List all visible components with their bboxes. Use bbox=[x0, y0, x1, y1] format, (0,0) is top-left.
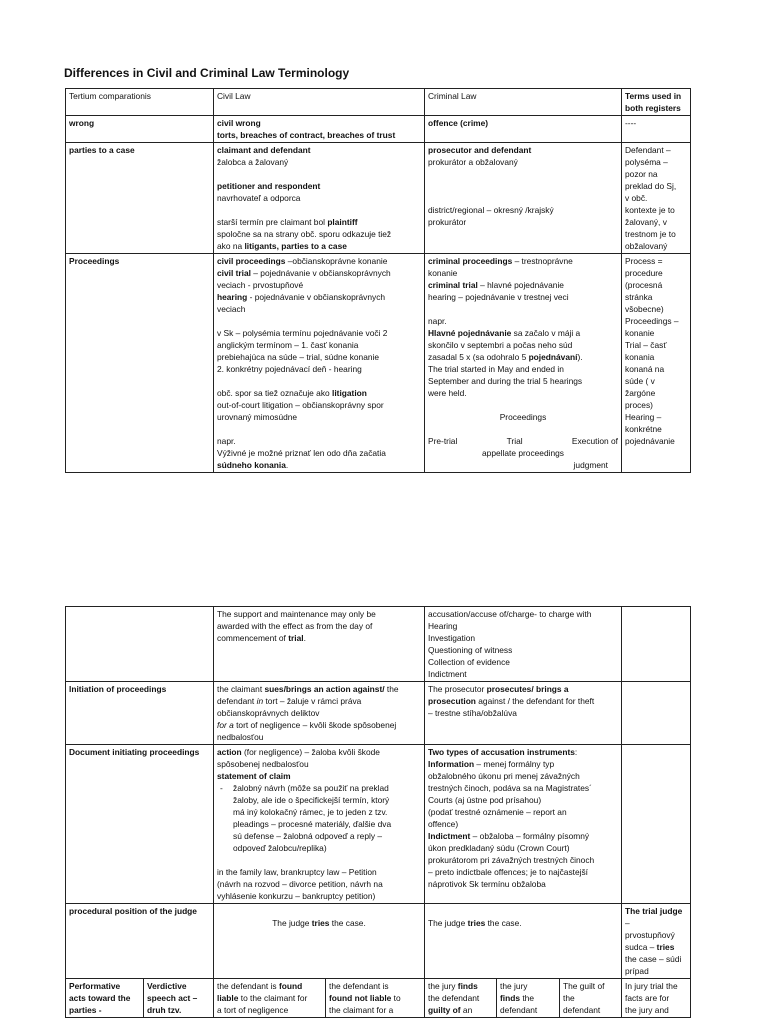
term-litigants: litigants, parties to a case bbox=[244, 241, 347, 251]
civil-cell bbox=[214, 682, 425, 745]
text-line: Indictment bbox=[428, 669, 467, 679]
text-line: (procesná bbox=[625, 280, 663, 290]
blank-line bbox=[428, 399, 618, 411]
both-cell bbox=[622, 745, 691, 904]
text-line bbox=[217, 267, 421, 279]
both-cell bbox=[622, 682, 691, 745]
blank-line bbox=[428, 905, 618, 917]
blank-line bbox=[217, 168, 421, 180]
text-line: September and during the trial 5 hearings bbox=[428, 376, 583, 386]
text-line bbox=[217, 255, 421, 267]
table-row-initiation bbox=[66, 682, 691, 745]
text-span: to bbox=[391, 993, 401, 1003]
blank-line bbox=[428, 180, 618, 192]
both-cell bbox=[622, 904, 691, 979]
text-line bbox=[428, 830, 618, 842]
criminal-cell bbox=[425, 682, 622, 745]
text-line: kontexte je to bbox=[625, 205, 675, 215]
text-line: obžalobného úkonu pri menej závažných bbox=[428, 771, 580, 781]
text-line: má iný kolokačný rámec, je to jeden z tzv. bbox=[233, 807, 388, 817]
text-line bbox=[428, 351, 618, 363]
text-line: facts are for bbox=[625, 993, 670, 1003]
terminology-table-2 bbox=[65, 606, 691, 1018]
text-span: the case. bbox=[329, 918, 366, 928]
blank-line bbox=[217, 423, 421, 435]
text-span: the bbox=[384, 684, 399, 694]
text-line: defendant bbox=[500, 1005, 538, 1015]
text-line: the bbox=[563, 993, 575, 1003]
term: civil trial bbox=[217, 268, 251, 278]
text-line: civil wrong bbox=[217, 118, 261, 128]
text-span: – trestnoprávne bbox=[512, 256, 573, 266]
blank-line bbox=[217, 204, 421, 216]
text-span: sa začalo v máji a bbox=[511, 328, 581, 338]
text-line: veciach bbox=[217, 304, 246, 314]
text-line bbox=[428, 917, 618, 929]
text-line: Proceedings – bbox=[625, 316, 679, 326]
both-cell bbox=[622, 607, 691, 682]
text-line: Trial – časť bbox=[625, 340, 667, 350]
text-line: Verdictive bbox=[147, 981, 187, 991]
text-line bbox=[217, 632, 421, 644]
text-line: Questioning of witness bbox=[428, 645, 513, 655]
text-line: obžalovaný bbox=[625, 241, 668, 251]
table-row-parties bbox=[66, 143, 691, 254]
text-line bbox=[217, 240, 421, 252]
text-line: konania bbox=[625, 352, 655, 362]
text-line: the defendant bbox=[428, 993, 480, 1003]
text-span: the case. bbox=[485, 918, 522, 928]
criminal-cell: offence (crime) bbox=[425, 116, 622, 143]
text-line: The guilt of bbox=[563, 981, 605, 991]
text-line: pozor na bbox=[625, 169, 658, 179]
row-sublabel bbox=[144, 979, 214, 1018]
text-line: Proceedings bbox=[499, 412, 547, 422]
blank-line bbox=[217, 905, 421, 917]
text-line: odpoveď žalobcu/replika) bbox=[233, 843, 327, 853]
civil-cell bbox=[214, 904, 425, 979]
both-cell: ---- bbox=[622, 116, 691, 143]
text-line: žalobca a žalovaný bbox=[217, 157, 289, 167]
text-line: prebiehajúca na súde – trial, súdne konanie bbox=[217, 352, 380, 362]
term: Information bbox=[428, 759, 475, 769]
text-span: ako na bbox=[217, 241, 245, 251]
text-line: všobecne) bbox=[625, 304, 664, 314]
term: found bbox=[278, 981, 303, 991]
row-label: procedural position of the judge bbox=[66, 904, 214, 979]
row-label bbox=[66, 979, 144, 1018]
text-span: (for negligence) – žaloba kvôli škode bbox=[241, 747, 380, 757]
text-line: the jury bbox=[500, 981, 528, 991]
civil-cell bbox=[214, 116, 425, 143]
term: finds bbox=[500, 993, 521, 1003]
term: tries bbox=[656, 942, 675, 952]
text-line bbox=[217, 291, 421, 303]
stage-pretrial: Pre-trial bbox=[428, 436, 458, 446]
text-line: žaloby, ale ide o špecifickejší termín, ktorý bbox=[233, 795, 390, 805]
both-cell bbox=[622, 979, 691, 1018]
text-line: konkrétne bbox=[625, 424, 662, 434]
text-line bbox=[625, 941, 687, 953]
terminology-table-1 bbox=[65, 88, 691, 473]
text-line: out-of-court litigation – občianskoprávny spor bbox=[217, 400, 384, 410]
term: civil proceedings bbox=[217, 256, 286, 266]
term: for a bbox=[217, 720, 234, 730]
text-line: the claimant for a bbox=[329, 1005, 394, 1015]
text-span: zasadal 5 x (sa odohralo 5 bbox=[428, 352, 529, 362]
text-line bbox=[428, 746, 618, 758]
row-label: Proceedings bbox=[66, 254, 214, 473]
text-line: napr. bbox=[428, 316, 447, 326]
table-row-document bbox=[66, 745, 691, 904]
text-line: skončilo v septembri a počas neho súd bbox=[428, 340, 573, 350]
text-line: a tort of negligence bbox=[217, 1005, 289, 1015]
text-span: sudca – bbox=[625, 942, 657, 952]
text-line: (návrh na rozvod – divorce petition, návrh na bbox=[217, 879, 383, 889]
term: trial bbox=[288, 633, 304, 643]
civil-cell bbox=[214, 607, 425, 682]
term: Hlavné pojednávanie bbox=[428, 328, 512, 338]
text-span: obč. spor sa tiež označuje ako bbox=[217, 388, 332, 398]
text-span: . bbox=[303, 633, 306, 643]
text-span: an bbox=[460, 1005, 473, 1015]
text-span: to the claimant for bbox=[238, 993, 308, 1003]
text-line: občianskoprávnych deliktov bbox=[217, 708, 320, 718]
blank-line bbox=[428, 192, 618, 204]
text-line: prokurátorom pri závažných trestných činoch bbox=[428, 855, 595, 865]
header-criminal: Criminal Law bbox=[425, 89, 622, 116]
blank-line bbox=[217, 315, 421, 327]
text-line bbox=[428, 980, 493, 992]
term-plaintiff: plaintiff bbox=[327, 217, 358, 227]
row-label: parties to a case bbox=[66, 143, 214, 254]
text-line bbox=[217, 683, 421, 695]
text-line: urovnaný mimosúdne bbox=[217, 412, 298, 422]
text-line bbox=[217, 216, 421, 228]
blank-line bbox=[428, 168, 618, 180]
text-line: v obč. bbox=[625, 193, 648, 203]
text-line bbox=[217, 695, 421, 707]
text-line: – preto indictbale offences; je to najčastejší bbox=[428, 867, 588, 877]
text-line bbox=[428, 1004, 493, 1016]
term: liable bbox=[217, 993, 239, 1003]
term: prosecution bbox=[428, 696, 476, 706]
criminal-cell bbox=[425, 254, 622, 473]
text-line: druh tzv. bbox=[147, 1005, 182, 1015]
text-line: pleadings – procesné materiály, ďalšie dva bbox=[233, 819, 392, 829]
text-line: defendant bbox=[563, 1005, 601, 1015]
text-line: stránka bbox=[625, 292, 653, 302]
table-row-wrong bbox=[66, 116, 691, 143]
criminal-cell bbox=[425, 745, 622, 904]
text-line: polyséma – bbox=[625, 157, 668, 167]
text-span: . bbox=[285, 460, 289, 470]
text-line: Hearing – bbox=[625, 412, 662, 422]
civil-cell bbox=[214, 745, 425, 904]
text-line: hearing – pojednávanie v trestnej veci bbox=[428, 292, 569, 302]
text-line: Collection of evidence bbox=[428, 657, 510, 667]
criminal-cell bbox=[425, 607, 622, 682]
text-line: Defendant – bbox=[625, 145, 671, 155]
text-line: konanie bbox=[625, 328, 655, 338]
list-item bbox=[233, 782, 421, 854]
text-line: žalovaný, v bbox=[625, 217, 667, 227]
header-civil: Civil Law bbox=[214, 89, 425, 116]
text-span: against / the defendant for theft bbox=[475, 696, 595, 706]
text-line bbox=[217, 459, 421, 471]
text-line: The support and maintenance may only be bbox=[217, 609, 376, 619]
stage-execution: Execution of bbox=[571, 436, 618, 446]
text-line: prokurátor a obžalovaný bbox=[428, 157, 518, 167]
text-span: – obžaloba – formálny písomný bbox=[470, 831, 590, 841]
text-span: the bbox=[520, 993, 534, 1003]
text-line: v Sk – polysémia termínu pojednávanie voči 2 bbox=[217, 328, 388, 338]
table-row-proceedings bbox=[66, 254, 691, 473]
text-line: spôsobenej nedbalosťou bbox=[217, 759, 309, 769]
term: litigation bbox=[332, 388, 367, 398]
text-line: konaná na bbox=[625, 364, 665, 374]
text-line bbox=[428, 435, 618, 447]
text-line: prvostupňový bbox=[625, 930, 675, 940]
term: in bbox=[256, 696, 264, 706]
text-span: starší termín pre claimant bol bbox=[217, 217, 328, 227]
text-line: (podať trestné oznámenie – report an bbox=[428, 807, 567, 817]
text-line: awarded with the effect as from the day of bbox=[217, 621, 373, 631]
both-cell bbox=[622, 254, 691, 473]
text-line: 2. konkrétny pojednávací deň - hearing bbox=[217, 364, 362, 374]
text-line bbox=[428, 255, 618, 267]
term: action bbox=[217, 747, 242, 757]
text-line: torts, breaches of contract, breaches of trust bbox=[217, 130, 396, 140]
table-row-judge bbox=[66, 904, 691, 979]
text-span: defendant bbox=[217, 696, 257, 706]
text-line: petitioner and respondent bbox=[217, 181, 321, 191]
criminal-cell-finds bbox=[497, 979, 560, 1018]
term: tries bbox=[311, 918, 330, 928]
criminal-cell-guilt bbox=[560, 979, 622, 1018]
table-row-performative bbox=[66, 979, 691, 1018]
header-both: Terms used in both registers bbox=[622, 89, 691, 116]
text-line: Process = bbox=[625, 256, 663, 266]
blank-line bbox=[217, 854, 421, 866]
text-line: statement of claim bbox=[217, 771, 291, 781]
text-line bbox=[428, 327, 618, 339]
civil-cell bbox=[214, 143, 425, 254]
text-line: appellate proceedings bbox=[482, 448, 564, 458]
text-line bbox=[428, 279, 618, 291]
text-line: vyhlásenie konkurzu – bankruptcy petition) bbox=[217, 891, 376, 901]
text-span: tort – žaluje v rámci práva bbox=[263, 696, 362, 706]
text-line: The trial judge bbox=[625, 906, 683, 916]
text-line: speech act – bbox=[147, 993, 198, 1003]
text-line: Výživné je možné priznať len odo dňa začatia bbox=[217, 448, 386, 458]
text-line: In jury trial the bbox=[625, 981, 678, 991]
text-line bbox=[500, 992, 556, 1004]
text-line bbox=[428, 758, 618, 770]
text-span: The prosecutor bbox=[428, 684, 487, 694]
text-span: – menej formálny typ bbox=[474, 759, 555, 769]
text-line: Investigation bbox=[428, 633, 476, 643]
text-line: žargóne bbox=[625, 388, 656, 398]
text-line: veciach - prvostupňové bbox=[217, 280, 304, 290]
term: guilty of bbox=[428, 1005, 461, 1015]
text-line: anglickým termínom – 1. časť konania bbox=[217, 340, 359, 350]
text-line bbox=[217, 980, 322, 992]
term: found not liable bbox=[329, 993, 392, 1003]
blank-line bbox=[428, 303, 618, 315]
pleadings-list bbox=[217, 782, 421, 854]
text-span: tort of negligence – kvôli škode spôsobenej bbox=[233, 720, 397, 730]
text-line: pojednávanie bbox=[625, 436, 675, 446]
text-line: The trial started in May and ended in bbox=[428, 364, 564, 374]
civil-cell-liable bbox=[214, 979, 326, 1018]
text-line: súde ( v bbox=[625, 376, 655, 386]
text-line: napr. bbox=[217, 436, 236, 446]
text-line: in the family law, brankruptcy law – Petition bbox=[217, 867, 377, 877]
text-line: prípad bbox=[625, 966, 649, 976]
criminal-cell-guilty bbox=[425, 979, 497, 1018]
term: súdneho konania bbox=[217, 460, 286, 470]
text-line: konanie bbox=[428, 268, 458, 278]
text-line: úkon predkladaný súdu (Crown Court) bbox=[428, 843, 570, 853]
text-span: the claimant bbox=[217, 684, 265, 694]
text-line: acts toward the bbox=[69, 993, 131, 1003]
text-line: sú defense – žalobná odpoveď a reply – bbox=[233, 831, 383, 841]
text-line bbox=[329, 992, 421, 1004]
criminal-cell bbox=[425, 904, 622, 979]
row-label: Document initiating proceedings bbox=[66, 745, 214, 904]
text-span: – pojednávanie v občianskoprávnych bbox=[250, 268, 391, 278]
text-span: the jury bbox=[428, 981, 458, 991]
text-line: Hearing bbox=[428, 621, 458, 631]
text-line: trestnom je to bbox=[625, 229, 676, 239]
text-line: spoločne sa na strany obč. sporu odkazuje tiež bbox=[217, 229, 392, 239]
term: prosecutes/ brings a bbox=[486, 684, 569, 694]
text-line: Courts (aj ústne pod prísahou) bbox=[428, 795, 542, 805]
text-line: nedbalosťou bbox=[217, 732, 264, 742]
text-line: trestných činoch, podáva sa na Magistrates´ bbox=[428, 783, 592, 793]
term: tries bbox=[467, 918, 486, 928]
term: sues/brings an action against/ bbox=[264, 684, 385, 694]
text-span: The judge bbox=[428, 918, 468, 928]
table-row-continued bbox=[66, 607, 691, 682]
text-line: proces) bbox=[625, 400, 653, 410]
text-line: the defendant is bbox=[329, 981, 389, 991]
criminal-cell bbox=[425, 143, 622, 254]
text-line bbox=[217, 917, 421, 929]
term: Two types of accusation instruments bbox=[428, 747, 575, 757]
text-line: navrhovateľ a odporca bbox=[217, 193, 301, 203]
text-span: ). bbox=[577, 352, 583, 362]
term: criminal proceedings bbox=[428, 256, 513, 266]
term: Indictment bbox=[428, 831, 471, 841]
text-line: – bbox=[625, 918, 630, 928]
text-line: - žalobný návrh (môže sa použiť na preklad bbox=[233, 783, 389, 793]
header-tertium: Tertium comparationis bbox=[66, 89, 214, 116]
text-line: district/regional – okresný /krajský bbox=[428, 205, 554, 215]
text-line: offence) bbox=[428, 819, 459, 829]
text-line: prosecutor and defendant bbox=[428, 145, 532, 155]
text-span: - pojednávanie v občianskoprávnych bbox=[247, 292, 386, 302]
text-line: the case – súdi bbox=[625, 954, 682, 964]
civil-cell bbox=[214, 254, 425, 473]
text-line bbox=[428, 683, 618, 695]
text-line bbox=[428, 695, 618, 707]
term: finds bbox=[457, 981, 478, 991]
table-header-row bbox=[66, 89, 691, 116]
text-line bbox=[217, 719, 421, 731]
text-line: parties - bbox=[69, 1005, 102, 1015]
text-line: procedure bbox=[625, 268, 663, 278]
text-line: accusation/accuse of/charge- to charge with bbox=[428, 609, 592, 619]
text-span: : bbox=[574, 747, 578, 757]
text-span: – hlavné pojednávanie bbox=[477, 280, 564, 290]
text-line: – trestne stíha/obžalúva bbox=[428, 708, 517, 718]
blank-line bbox=[428, 423, 618, 435]
row-label: wrong bbox=[66, 116, 214, 143]
text-line: náprotivok Sk termínu obžaloba bbox=[428, 879, 546, 889]
text-span: the defendant is bbox=[217, 981, 279, 991]
blank-line bbox=[217, 375, 421, 387]
text-line: were held. bbox=[428, 388, 467, 398]
row-label: Initiation of proceedings bbox=[66, 682, 214, 745]
text-line bbox=[217, 992, 322, 1004]
civil-cell-not-liable bbox=[326, 979, 425, 1018]
stage-trial: Trial bbox=[506, 436, 523, 446]
text-span: The judge bbox=[272, 918, 312, 928]
text-line bbox=[217, 387, 421, 399]
term: hearing bbox=[217, 292, 248, 302]
text-line bbox=[217, 746, 421, 758]
text-line: prokurátor bbox=[428, 217, 467, 227]
term: pojednávaní bbox=[528, 352, 578, 362]
text-line: judgment bbox=[573, 460, 608, 470]
page-title: Differences in Civil and Criminal Law Terminology bbox=[64, 66, 350, 80]
text-span: –občianskoprávne konanie bbox=[285, 256, 388, 266]
term: criminal trial bbox=[428, 280, 478, 290]
text-span: commencement of bbox=[217, 633, 289, 643]
text-line: Performative bbox=[69, 981, 121, 991]
text-line: claimant and defendant bbox=[217, 145, 311, 155]
both-cell bbox=[622, 143, 691, 254]
text-line: the jury and bbox=[625, 1005, 669, 1015]
row-label bbox=[66, 607, 214, 682]
text-line: preklad do Sj, bbox=[625, 181, 677, 191]
